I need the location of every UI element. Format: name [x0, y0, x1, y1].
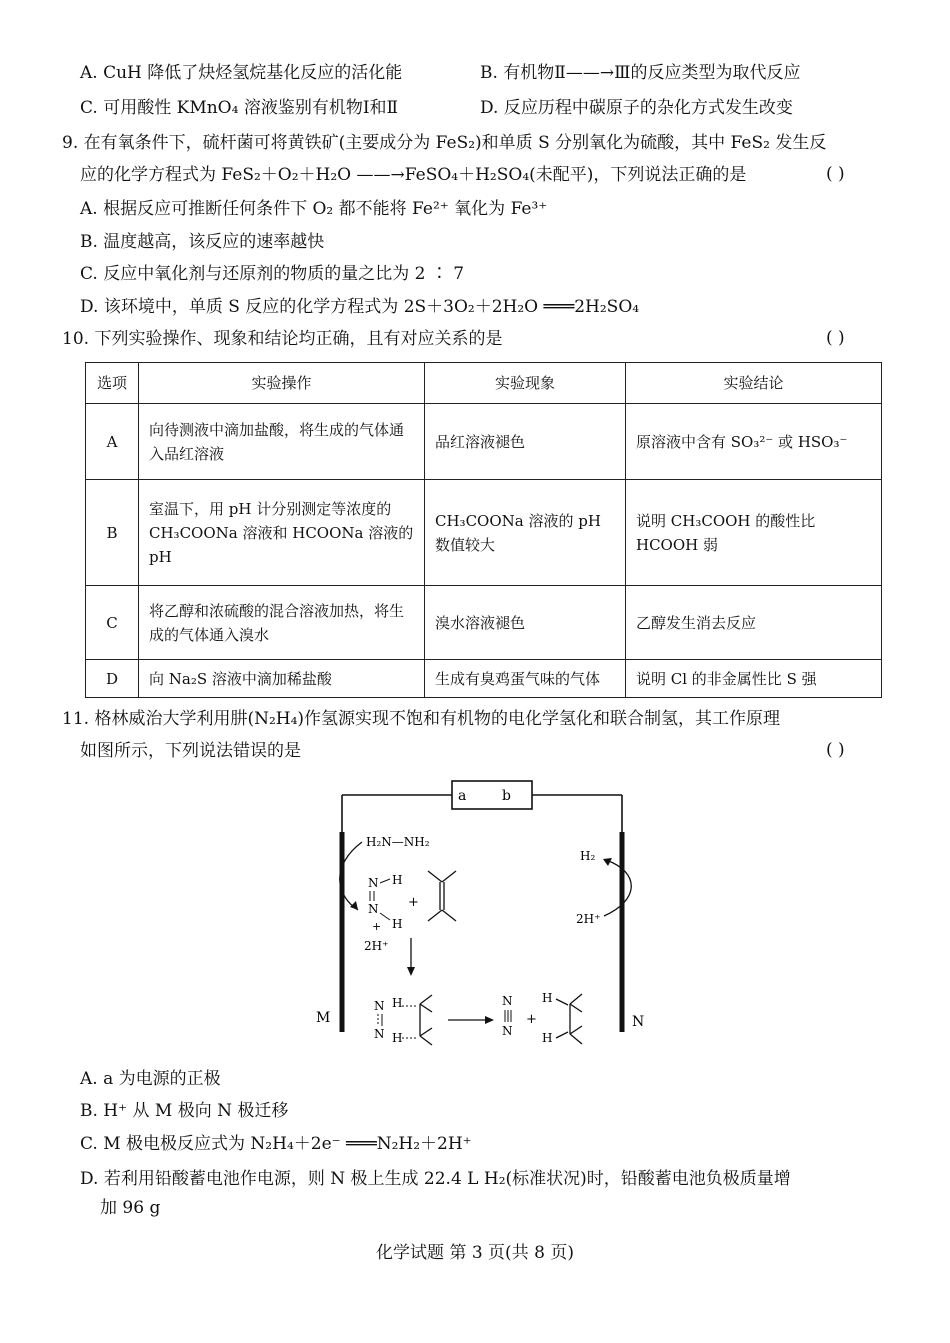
electrode-m-label: M: [316, 1010, 331, 1026]
q11-option-c: C. M 极电极反应式为 N₂H₄＋2e⁻ ═══N₂H₂＋2H⁺: [80, 1134, 472, 1154]
q9-option-b: B. 温度越高，该反应的速率越快: [80, 232, 325, 252]
row-conclusion: 说明 CH₃COOH 的酸性比 HCOOH 弱: [626, 480, 882, 586]
proton-right-label: 2H⁺: [576, 912, 601, 926]
table-header-row: [86, 363, 882, 404]
row-operation: 向待测液中滴加盐酸，将生成的气体通入品红溶液: [139, 404, 425, 480]
page-footer: 化学试题 第 3 页(共 8 页): [376, 1243, 574, 1263]
q11-stem-line1: 11. 格林威治大学利用肼(N₂H₄)作氢源实现不饱和有机物的电化学氢化和联合制氢，其工作原理: [62, 709, 781, 729]
alkane-h-lower: H: [542, 1031, 553, 1045]
n-atom-lower: N: [368, 902, 379, 916]
header-phenomenon: 实验现象: [425, 363, 626, 404]
q9-stem-line2: 应的化学方程式为 FeS₂＋O₂＋H₂O ——→FeSO₄＋H₂SO₄(未配平)，下列说法正确的是: [80, 165, 747, 185]
q11-option-a: A. a 为电源的正极: [80, 1069, 221, 1089]
q11-answer-paren: ( ): [826, 740, 845, 760]
ts-h-lower: H: [392, 1031, 403, 1045]
row-phenomenon: 品红溶液褪色: [425, 404, 626, 480]
q9-answer-paren: ( ): [826, 164, 845, 184]
ts-n-lower: N: [374, 1027, 385, 1041]
row-phenomenon: CH₃COONa 溶液的 pH 数值较大: [425, 480, 626, 586]
alkene-structure: [428, 871, 456, 921]
n2-upper: N: [502, 994, 513, 1008]
q8-option-a: A. CuH 降低了炔烃氢烷基化反应的活化能: [80, 63, 403, 83]
experiment-table: [85, 362, 882, 698]
row-operation: 将乙醇和浓硫酸的混合溶液加热，将生成的气体通入溴水: [139, 586, 425, 660]
q11-option-d-line1: D. 若利用铅酸蓄电池作电源，则 N 极上生成 22.4 L H₂(标准状况)时，铅酸蓄电池负极质量增: [80, 1169, 791, 1189]
row-conclusion: 说明 Cl 的非金属性比 S 强: [626, 660, 882, 698]
alkane-structure: [556, 994, 582, 1044]
table-row: [86, 586, 882, 660]
terminal-b-label: b: [502, 788, 511, 804]
ts-n-upper: N: [374, 999, 385, 1013]
row-phenomenon: 溴水溶液褪色: [425, 586, 626, 660]
q8-option-d: D. 反应历程中碳原子的杂化方式发生改变: [480, 98, 793, 118]
row-conclusion: 原溶液中含有 SO₃²⁻ 或 HSO₃⁻: [626, 404, 882, 480]
alkane-h-upper: H: [542, 991, 553, 1005]
q10-answer-paren: ( ): [826, 328, 845, 348]
hydrazine-label: H₂N—NH₂: [366, 835, 430, 849]
q11-option-d-line2: 加 96 g: [100, 1198, 161, 1218]
row-key: D: [86, 660, 139, 698]
row-conclusion: 乙醇发生消去反应: [626, 586, 882, 660]
header-operation: 实验操作: [139, 363, 425, 404]
table-row: [86, 404, 882, 480]
h-atom-upper: H: [392, 873, 403, 887]
h-atom-lower: H: [392, 917, 403, 931]
table-row: [86, 480, 882, 586]
q8-option-c: C. 可用酸性 KMnO₄ 溶液鉴别有机物Ⅰ和Ⅱ: [80, 98, 399, 118]
q11-stem-line2: 如图所示，下列说法错误的是: [80, 741, 301, 761]
plus-charge: +: [372, 920, 382, 933]
q9-stem-line1: 9. 在有氧条件下，硫杆菌可将黄铁矿(主要成分为 FeS₂)和单质 S 分别氧化为硫酸，其中 FeS₂ 发生反: [62, 133, 827, 153]
q11-option-b: B. H⁺ 从 M 极向 N 极迁移: [80, 1101, 289, 1121]
n2-lower: N: [502, 1024, 513, 1038]
header-conclusion: 实验结论: [626, 363, 882, 404]
q9-option-a: A. 根据反应可推断任何条件下 O₂ 都不能将 Fe²⁺ 氧化为 Fe³⁺: [80, 199, 548, 219]
h2-label: H₂: [580, 849, 596, 863]
row-operation: 向 Na₂S 溶液中滴加稀盐酸: [139, 660, 425, 698]
terminal-a-label: a: [458, 788, 467, 804]
table-row: [86, 660, 882, 698]
row-phenomenon: 生成有臭鸡蛋气味的气体: [425, 660, 626, 698]
q10-stem: 10. 下列实验操作、现象和结论均正确，且有对应关系的是: [62, 329, 503, 349]
row-key: C: [86, 586, 139, 660]
header-option: 选项: [86, 363, 139, 404]
electrode-n-label: N: [632, 1014, 645, 1030]
right-curved-arrow: [604, 860, 631, 916]
electrolysis-diagram: [0, 770, 950, 1070]
q9-option-c: C. 反应中氧化剂与还原剂的物质的量之比为 2 ∶ 7: [80, 264, 465, 284]
plus-sign-2: +: [526, 1012, 537, 1027]
row-key: B: [86, 480, 139, 586]
ts-h-upper: H: [392, 996, 403, 1010]
plus-sign-1: +: [408, 895, 419, 910]
row-key: A: [86, 404, 139, 480]
row-operation: 室温下，用 pH 计分别测定等浓度的 CH₃COONa 溶液和 HCOONa 溶液的 pH: [139, 480, 425, 586]
q9-option-d: D. 该环境中，单质 S 反应的化学方程式为 2S＋3O₂＋2H₂O ═══2H₂SO₄: [80, 297, 640, 317]
proton-left-label: 2H⁺: [364, 939, 389, 953]
n-atom-upper: N: [368, 876, 379, 890]
q8-option-b: B. 有机物Ⅱ——→Ⅲ的反应类型为取代反应: [480, 63, 801, 83]
